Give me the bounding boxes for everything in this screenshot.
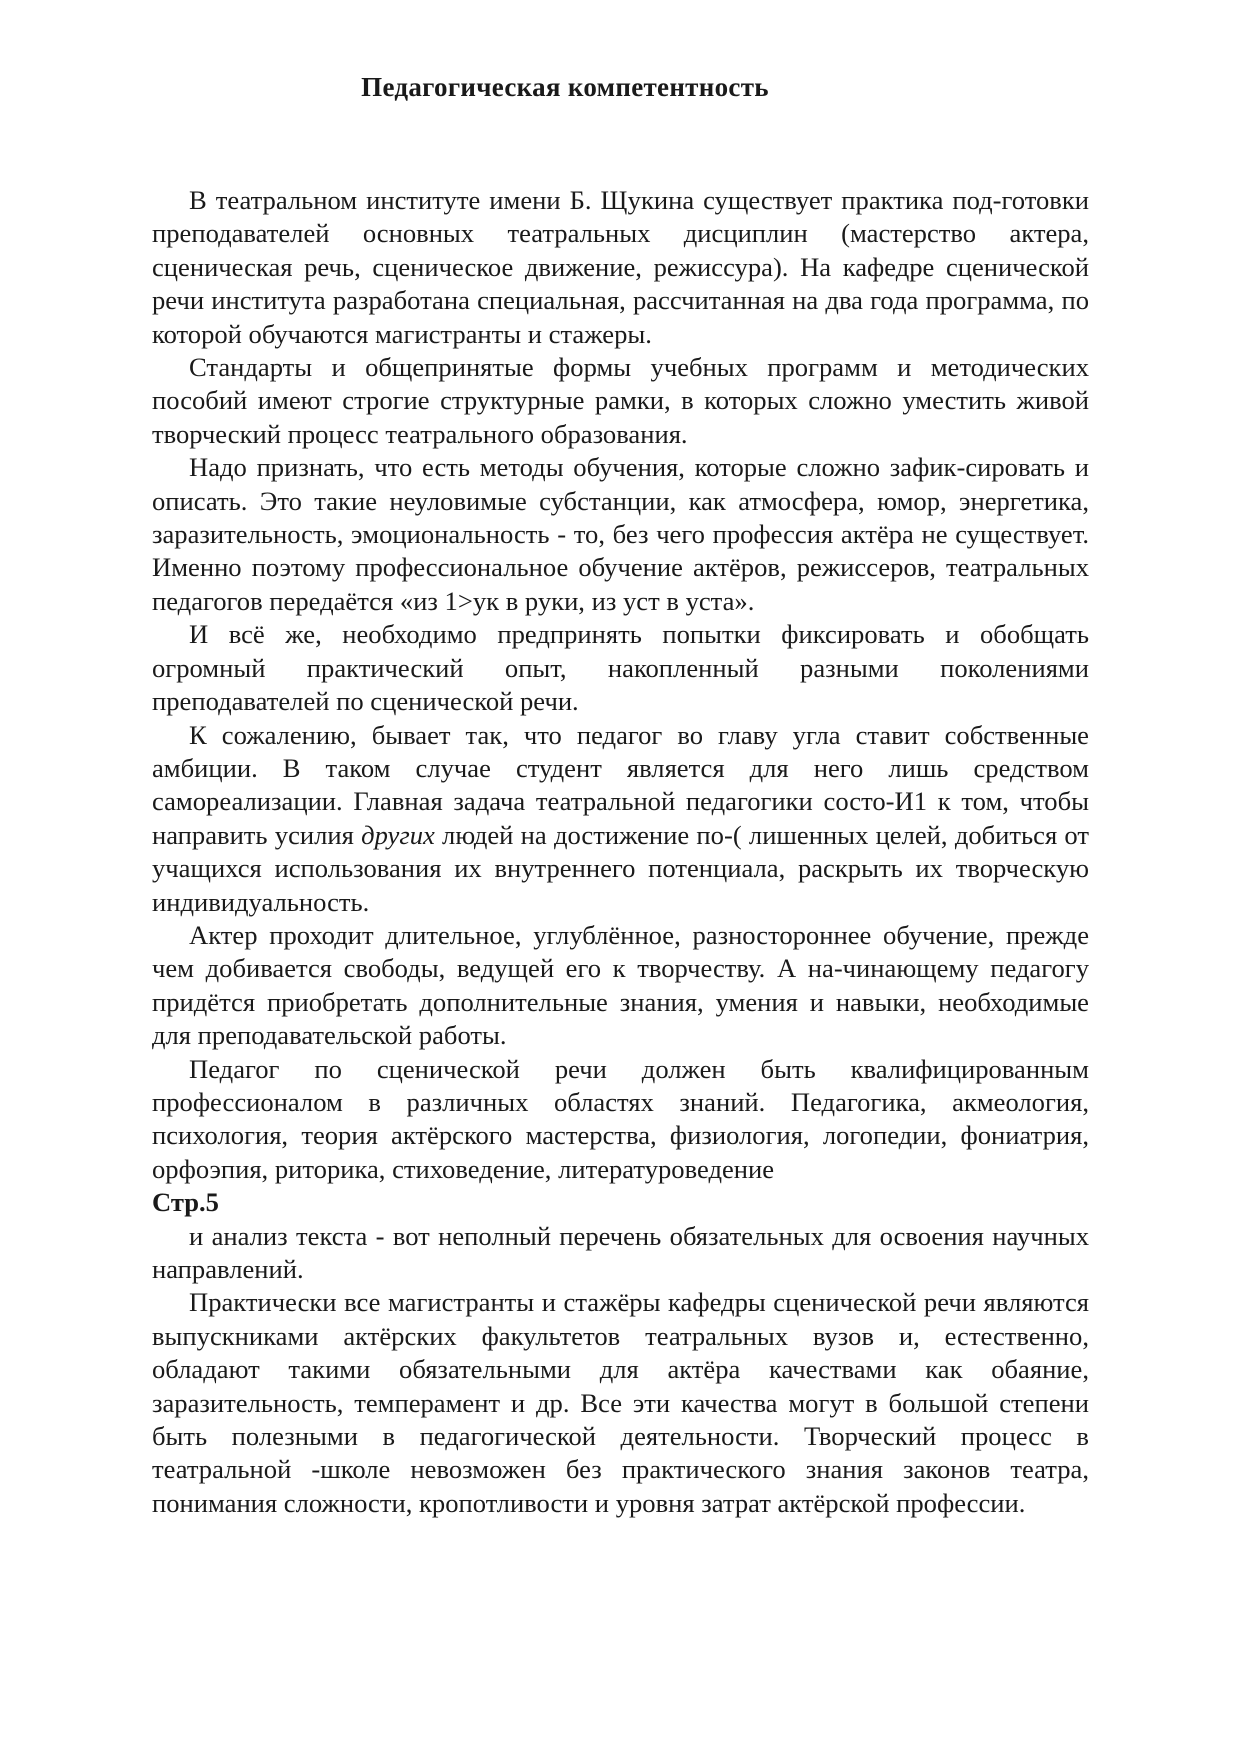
- continuation-paragraph: и анализ текста - вот неполный перечень обязательных для освоения научных направлений.: [152, 1220, 1089, 1284]
- document-body: [152, 184, 1089, 1520]
- paragraph-2: Стандарты и общепринятые формы учебных программ и методических пособий имеют строгие структурные рамки, в которых сложно уместить живой творческий процесс театрального образования.: [152, 352, 1089, 449]
- paragraph-3: Надо признать, что есть методы обучения, которые сложно зафик-сировать и описать. Это такие неуловимые субстанции, как атмосфера, юмор, энергетика, заразительность, эмоциональность - то, без чего профессия актёра не существует. Именно поэтому профессиональное обучение актёров, режиссеров, театральных педагогов передаётся «из 1>ук в руки, из уст в уста».: [152, 452, 1089, 616]
- paragraph-5-text-b: людей на достижение по-( лишенных целей, добиться от учащихся использования их внутреннего потенциала, раскрыть их творческую индивидуальность.: [152, 819, 1090, 917]
- paragraph-5-text-a: К сожалению, бывает так, что педагог во главу угла ставит собственные амбиции. В таком случае студент является для него лишь средством самореализации. Главная задача театральной педагогики состо-И1 к том, чтобы направить усилия: [152, 719, 1089, 850]
- paragraph-5-emphasis: других: [361, 819, 435, 850]
- paragraph-final: Практически все магистранты и стажёры кафедры сценической речи являются выпускниками актёрских факультетов театральных вузов и, естественно, обладают такими обязательными для актёра качествами как обаяние, заразительность, темперамент и др. Все эти качества могут в большой степени быть полезными в педагогической деятельности. Творческий процесс в театральной -школе невозможен без практического знания законов театра, понимания сложности, кропотливости и уровня затрат актёрской профессии.: [152, 1287, 1089, 1518]
- document-title: Педагогическая компетентность: [361, 72, 769, 102]
- paragraph-5: [152, 719, 1089, 919]
- paragraph-6: Актер проходит длительное, углублённое, разностороннее обучение, прежде чем добивается свободы, ведущей его к творчеству. А на-чинающему педагогу придётся приобретать дополнительные знания, умения и навыки, необходимые для преподавательской работы.: [152, 919, 1089, 1051]
- paragraph-4: И всё же, необходимо предпринять попытки фиксировать и обобщать огромный практический опыт, накопленный разными поколениями преподавателей по сценической речи.: [152, 619, 1089, 717]
- page-marker: Стр.5: [152, 1187, 219, 1218]
- paragraph-1: В театральном институте имени Б. Щукина существует практика под-готовки преподавателей основных театральных дисциплин (мастерство актера, сценическая речь, сценическое движение, режиссура). На кафедре сценической речи института разработана специальная, рассчитанная на два года программа, по которой обучаются магистранты и стажеры.: [152, 185, 1089, 349]
- paragraph-7: Педагог по сценической речи должен быть квалифицированным профессионалом в различных областях знаний. Педагогика, акмеология, психология, теория актёрского мастерства, физиология, логопедии, фониатрия, орфоэпия, риторика, стиховедение, литературоведение: [152, 1053, 1089, 1184]
